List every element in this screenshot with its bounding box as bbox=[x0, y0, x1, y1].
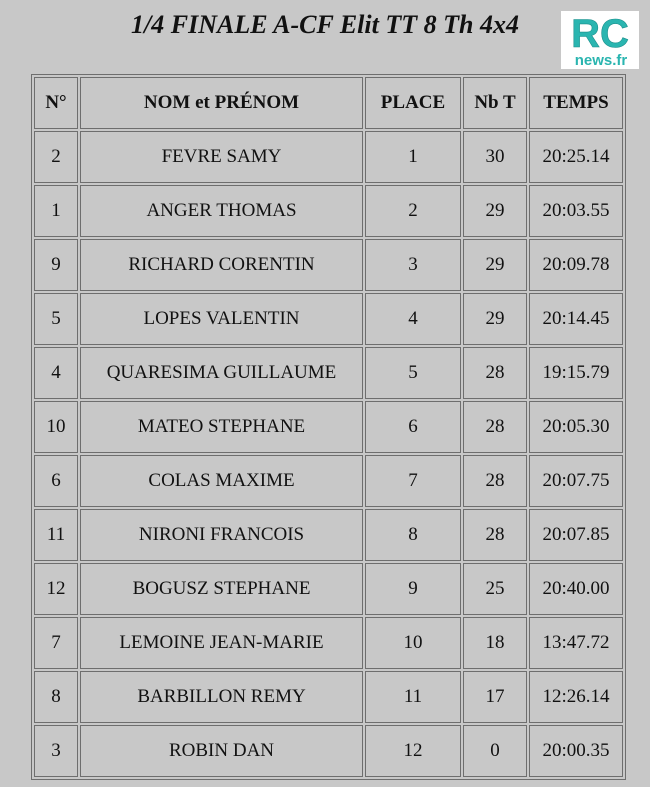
cell-place: 9 bbox=[365, 563, 461, 615]
cell-laps: 18 bbox=[463, 617, 527, 669]
cell-time: 13:47.72 bbox=[529, 617, 623, 669]
table-row bbox=[34, 509, 623, 561]
cell-number: 11 bbox=[34, 509, 78, 561]
cell-name: LEMOINE JEAN-MARIE bbox=[80, 617, 363, 669]
table-row bbox=[34, 617, 623, 669]
column-header-place: PLACE bbox=[365, 77, 461, 129]
table-row bbox=[34, 563, 623, 615]
cell-name: NIRONI FRANCOIS bbox=[80, 509, 363, 561]
column-header-laps: Nb T bbox=[463, 77, 527, 129]
cell-name: MATEO STEPHANE bbox=[80, 401, 363, 453]
cell-name: QUARESIMA GUILLAUME bbox=[80, 347, 363, 399]
cell-number: 12 bbox=[34, 563, 78, 615]
table-header-row bbox=[34, 77, 623, 129]
page-title: 1/4 FINALE A-CF Elit TT 8 Th 4x4 bbox=[131, 10, 519, 39]
cell-place: 11 bbox=[365, 671, 461, 723]
cell-name: FEVRE SAMY bbox=[80, 131, 363, 183]
table-row bbox=[34, 455, 623, 507]
table-row bbox=[34, 185, 623, 237]
cell-time: 20:00.35 bbox=[529, 725, 623, 777]
cell-place: 8 bbox=[365, 509, 461, 561]
cell-number: 5 bbox=[34, 293, 78, 345]
cell-laps: 25 bbox=[463, 563, 527, 615]
cell-number: 7 bbox=[34, 617, 78, 669]
cell-name: COLAS MAXIME bbox=[80, 455, 363, 507]
table-row bbox=[34, 347, 623, 399]
cell-laps: 28 bbox=[463, 347, 527, 399]
cell-name: RICHARD CORENTIN bbox=[80, 239, 363, 291]
column-header-name: NOM et PRÉNOM bbox=[80, 77, 363, 129]
cell-name: ANGER THOMAS bbox=[80, 185, 363, 237]
cell-laps: 0 bbox=[463, 725, 527, 777]
table-row bbox=[34, 671, 623, 723]
cell-place: 3 bbox=[365, 239, 461, 291]
cell-time: 20:07.75 bbox=[529, 455, 623, 507]
cell-number: 1 bbox=[34, 185, 78, 237]
cell-number: 4 bbox=[34, 347, 78, 399]
cell-name: BARBILLON REMY bbox=[80, 671, 363, 723]
cell-number: 8 bbox=[34, 671, 78, 723]
cell-laps: 17 bbox=[463, 671, 527, 723]
cell-time: 20:14.45 bbox=[529, 293, 623, 345]
cell-laps: 29 bbox=[463, 185, 527, 237]
table-row bbox=[34, 293, 623, 345]
cell-time: 20:03.55 bbox=[529, 185, 623, 237]
cell-time: 19:15.79 bbox=[529, 347, 623, 399]
logo-rc-text: RC bbox=[571, 12, 629, 56]
cell-name: LOPES VALENTIN bbox=[80, 293, 363, 345]
table-row bbox=[34, 725, 623, 777]
cell-place: 5 bbox=[365, 347, 461, 399]
cell-laps: 28 bbox=[463, 455, 527, 507]
cell-place: 4 bbox=[365, 293, 461, 345]
cell-place: 6 bbox=[365, 401, 461, 453]
cell-number: 3 bbox=[34, 725, 78, 777]
column-header-number: N° bbox=[34, 77, 78, 129]
cell-place: 7 bbox=[365, 455, 461, 507]
cell-name: ROBIN DAN bbox=[80, 725, 363, 777]
cell-laps: 28 bbox=[463, 509, 527, 561]
cell-name: BOGUSZ STEPHANE bbox=[80, 563, 363, 615]
cell-place: 12 bbox=[365, 725, 461, 777]
table-row bbox=[34, 401, 623, 453]
cell-time: 20:09.78 bbox=[529, 239, 623, 291]
logo-news-text: news.fr bbox=[574, 52, 628, 69]
table-row bbox=[34, 239, 623, 291]
cell-place: 10 bbox=[365, 617, 461, 669]
cell-laps: 30 bbox=[463, 131, 527, 183]
cell-number: 9 bbox=[34, 239, 78, 291]
column-header-time: TEMPS bbox=[529, 77, 623, 129]
cell-place: 2 bbox=[365, 185, 461, 237]
rcnews-logo bbox=[561, 11, 639, 69]
cell-number: 6 bbox=[34, 455, 78, 507]
table-row bbox=[34, 131, 623, 183]
cell-time: 20:07.85 bbox=[529, 509, 623, 561]
cell-laps: 29 bbox=[463, 293, 527, 345]
cell-time: 12:26.14 bbox=[529, 671, 623, 723]
results-table bbox=[31, 74, 626, 780]
cell-time: 20:25.14 bbox=[529, 131, 623, 183]
cell-time: 20:05.30 bbox=[529, 401, 623, 453]
cell-laps: 28 bbox=[463, 401, 527, 453]
cell-number: 2 bbox=[34, 131, 78, 183]
cell-place: 1 bbox=[365, 131, 461, 183]
cell-time: 20:40.00 bbox=[529, 563, 623, 615]
cell-number: 10 bbox=[34, 401, 78, 453]
cell-laps: 29 bbox=[463, 239, 527, 291]
